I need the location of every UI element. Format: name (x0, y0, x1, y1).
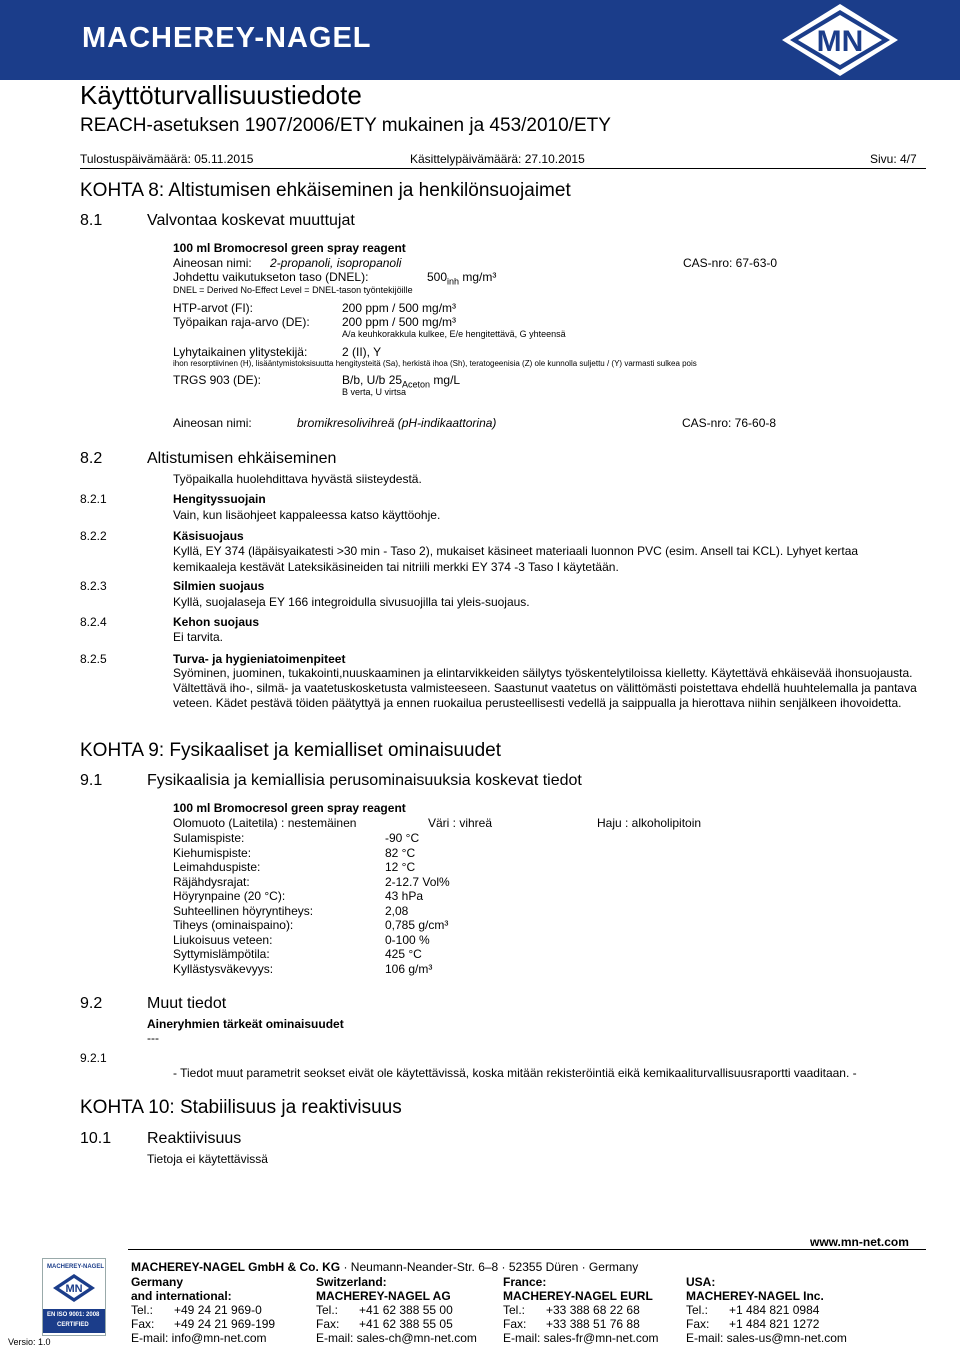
property-label: Tiheys (ominaispaino): (173, 918, 294, 932)
item-number: 8.2.2 (80, 529, 107, 543)
document-title: Käyttöturvallisuustiedote (80, 80, 362, 110)
section-9-2-title: Muut tiedot (147, 995, 227, 1012)
mn-logo-icon (778, 2, 902, 78)
property-value: 82 °C (385, 845, 416, 860)
property-value: 0-100 % (385, 932, 430, 947)
product-name: 100 ml Bromocresol green spray reagent (173, 801, 406, 815)
property-value: 2,08 (385, 903, 409, 918)
color-value: Väri : vihreä (428, 816, 493, 830)
ingredient-2-name: bromikresolivihreä (pH-indikaattorina) (297, 416, 497, 430)
ingredient-label: Aineosan nimi: (173, 256, 252, 270)
footer-fax-label: Fax: (503, 1317, 527, 1331)
footer-fax: +33 388 51 76 88 (546, 1317, 640, 1331)
section-10-1-number: 10.1 (80, 1130, 112, 1147)
trgs-label: TRGS 903 (DE): (173, 373, 262, 387)
item-number: 8.2.5 (80, 652, 107, 666)
section-9-1-number: 9.1 (80, 772, 103, 789)
item-title: Turva- ja hygieniatoimenpiteet (173, 652, 346, 666)
htp-label: HTP-arvot (FI): (173, 301, 253, 315)
footer-country: Switzerland: (316, 1275, 387, 1289)
property-value: 425 °C (385, 947, 422, 961)
short-term-value: 2 (II), Y (342, 345, 382, 359)
footer-fax: +1 484 821 1272 (729, 1317, 820, 1331)
physical-form: Olomuoto (Laitetila) : nestemäinen (173, 816, 357, 830)
footer-fax-label: Fax: (316, 1317, 340, 1331)
section-8-title: KOHTA 8: Altistumisen ehkäiseminen ja henkilönsuojaimet (80, 180, 571, 201)
section-9-2-1-text: - Tiedot muut parametrit seokset eivät ole käytettävissä, koska mitään rekisteröintiä eikä kemikaaliturvallisuusraportti vaaditaan. - (173, 1066, 857, 1080)
trgs-note: B verta, U virtsa (342, 387, 407, 397)
footer-tel-label: Tel.: (131, 1303, 154, 1317)
header-banner (0, 0, 960, 80)
property-label: Höyrynpaine (20 °C): (173, 889, 286, 903)
section-8-2-number: 8.2 (80, 450, 103, 467)
property-label: Liukoisuus veteen: (173, 932, 273, 947)
footer-tel-label: Tel.: (503, 1303, 526, 1317)
property-label: Kyllästysväkevyys: (173, 961, 274, 976)
badge-brand: MACHEREY-NAGEL (47, 1264, 105, 1270)
footer-tel-label: Tel.: (686, 1303, 709, 1317)
section-10-1-text: Tietoja ei käytettävissä (147, 1152, 268, 1166)
section-10-1-title: Reaktiivisuus (147, 1130, 242, 1147)
dnel-note: DNEL = Derived No-Effect Level = DNEL-tason työntekijöille (173, 285, 413, 295)
footer-subsidiary: MACHEREY-NAGEL EURL (503, 1289, 653, 1303)
footer-country: Germany (131, 1275, 184, 1289)
footer-tel: +33 388 68 22 68 (546, 1303, 640, 1317)
footer-country: USA: (686, 1275, 716, 1289)
item-text: Vain, kun lisäohjeet kappaleessa katso käyttöohje. (173, 508, 441, 522)
property-value: 43 hPa (385, 889, 424, 903)
property-value: 0,785 g/cm³ (385, 918, 449, 932)
footer-email[interactable]: E-mail: sales-us@mn-net.com (686, 1331, 847, 1345)
footer-email[interactable]: E-mail: info@mn-net.com (131, 1331, 267, 1345)
section-9-2-number: 9.2 (80, 995, 103, 1012)
badge-certified: CERTIFIED (57, 1322, 89, 1328)
property-value: -90 °C (385, 831, 420, 845)
property-label: Suhteellinen höyryntiheys: (173, 903, 314, 918)
odor-value: Haju : alkoholipitoin (597, 816, 702, 830)
footer-tel-label: Tel.: (316, 1303, 339, 1317)
property-label: Räjähdysrajat: (173, 874, 250, 889)
property-label: Sulamispiste: (173, 831, 245, 845)
footer-divider (128, 1249, 926, 1250)
item-text: Ei tarvita. (173, 630, 224, 644)
property-value: 2-12.7 Vol% (385, 874, 450, 889)
section-8-1-number: 8.1 (80, 212, 103, 229)
section-9-2-dash: --- (147, 1031, 159, 1045)
page-number: Sivu: 4/7 (870, 152, 917, 166)
version-label: Versio: 1.0 (8, 1337, 51, 1347)
svg-text:MN: MN (65, 1283, 83, 1295)
item-number: 8.2.3 (80, 579, 107, 593)
footer-subsidiary: and international: (131, 1289, 232, 1303)
print-date: Tulostuspäivämäärä: 05.11.2015 (80, 152, 254, 166)
property-value: 106 g/m³ (385, 961, 433, 976)
limit-de-note: A/a keuhkorakkula kulkee, E/e hengitettävä, G yhteensä (342, 329, 566, 339)
item-number: 8.2.1 (80, 492, 107, 506)
item-title: Käsisuojaus (173, 529, 244, 543)
ingredient-2-label: Aineosan nimi: (173, 416, 252, 430)
header-divider (80, 168, 926, 169)
mn-logo-icon (52, 1273, 96, 1303)
footer-fax-label: Fax: (131, 1317, 155, 1331)
badge-cert: EN ISO 9001: 2008 (47, 1312, 100, 1318)
ingredient-2-cas: CAS-nro: 76-60-8 (682, 416, 777, 430)
footer-tel: +41 62 388 55 00 (359, 1303, 453, 1317)
property-label: Leimahduspiste: (173, 860, 261, 874)
footer-fax: +41 62 388 55 05 (359, 1317, 453, 1331)
section-10-title: KOHTA 10: Stabiilisuus ja reaktivisuus (80, 1097, 402, 1118)
section-9-1-title: Fysikaalisia ja kemiallisia perusominaisuuksia koskevat tiedot (147, 772, 582, 789)
htp-value: 200 ppm / 500 mg/m³ (342, 301, 457, 315)
ingredient-cas: CAS-nro: 67-63-0 (683, 256, 778, 270)
item-title: Kehon suojaus (173, 615, 260, 629)
footer-tel: +1 484 821 0984 (729, 1303, 820, 1317)
dnel-value: $500_{inh}$ mg/m³ (427, 270, 497, 287)
limit-de-value: 200 ppm / 500 mg/m³ (342, 315, 457, 329)
section-8-2-text: Työpaikalla huolehdittava hyvästä siisteydestä. (173, 472, 422, 486)
property-value: 12 °C (385, 860, 416, 874)
section-9-2-subtitle: Aineryhmien tärkeät ominaisuudet (147, 1017, 344, 1031)
company-address: MACHEREY-NAGEL GmbH & Co. KG · Neumann-Neander-Str. 6–8 · 52355 Düren · Germany (131, 1260, 639, 1274)
item-number: 8.2.4 (80, 615, 107, 629)
footer-tel: +49 24 21 969-0 (174, 1303, 262, 1317)
document-subtitle: REACH-asetuksen 1907/2006/ETY mukainen ja 453/2010/ETY (80, 115, 611, 136)
item-title: Silmien suojaus (173, 579, 265, 593)
certification-badge (42, 1258, 106, 1336)
footer-subsidiary: MACHEREY-NAGEL Inc. (686, 1289, 824, 1303)
short-term-note: ihon resorptiivinen (H), lisääntymistoksisuutta hengitysteitä (Sa), herkistä ihoa (Sh), teratogeenisia (Z) ole kunnolla suljettu / (Y) varmasti sulkea pois (173, 359, 697, 368)
section-8-1-title: Valvontaa koskevat muuttujat (147, 212, 355, 229)
trgs-value: B/b, U/b $25_{Aceton}$ mg/L (342, 373, 461, 390)
property-label: Kiehumispiste: (173, 845, 252, 860)
item-text: Syöminen, juominen, tukakointi,nuuskaaminen ja elintarvikkeiden säilytys työskentelytiloissa kielletty. Käytettävä ehkäisevää ihonsuojausta. Vältettävä iho-, silmä- ja vaatetuskosketusta valmisteeseen. Saastunut vaatetus on välittömästi poistettava ehdellä huuhtelemalla ja pantava veteen. Kädet pestävä töiden päätyttyä ja ennen ruokailua perusteellisesti vedellä ja saippualla ja hierottava niihin senjälkeen ihovoidetta. (173, 666, 917, 710)
logo-text: MN (816, 25, 864, 58)
brand-name: MACHEREY-NAGEL (82, 22, 372, 54)
dnel-label: Johdettu vaikutukseton taso (DNEL): (173, 270, 369, 284)
limit-de-label: Työpaikan raja-arvo (DE): (173, 315, 310, 329)
property-label: Syttymislämpötila: (173, 947, 270, 961)
item-title: Hengityssuojain (173, 492, 266, 506)
item-text: Kyllä, suojalaseja EY 166 integroidulla sivusuojilla tai yleis-suojaus. (173, 595, 530, 609)
section-8-2-title: Altistumisen ehkäiseminen (147, 450, 337, 467)
footer-fax-label: Fax: (686, 1317, 710, 1331)
footer-subsidiary: MACHEREY-NAGEL AG (316, 1289, 451, 1303)
website-link[interactable]: www.mn-net.com (810, 1235, 909, 1249)
ingredient-name: 2-propanoli, isopropanoli (270, 256, 402, 270)
section-9-title: KOHTA 9: Fysikaaliset ja kemialliset ominaisuudet (80, 740, 501, 761)
footer-email[interactable]: E-mail: sales-fr@mn-net.com (503, 1331, 659, 1345)
item-text: Kyllä, EY 374 (läpäisyaikatesti >30 min - Taso 2), mukaiset käsineet materiaali luonnon PVC (esim. Ansell tai KCL). Lyhyet kertaa kemikaaleja kestävät Lateksikäsineiden tai nitriili merkki EY 374 -3 Taso I käytetään. (173, 544, 859, 574)
product-name: 100 ml Bromocresol green spray reagent (173, 241, 406, 255)
footer-email[interactable]: E-mail: sales-ch@mn-net.com (316, 1331, 477, 1345)
footer-country: France: (503, 1275, 547, 1289)
section-9-2-1-number: 9.2.1 (80, 1051, 107, 1065)
footer-fax: +49 24 21 969-199 (174, 1317, 276, 1331)
process-date: Käsittelypäivämäärä: 27.10.2015 (410, 152, 585, 166)
short-term-label: Lyhytaikainen ylitystekijä: (173, 345, 308, 359)
